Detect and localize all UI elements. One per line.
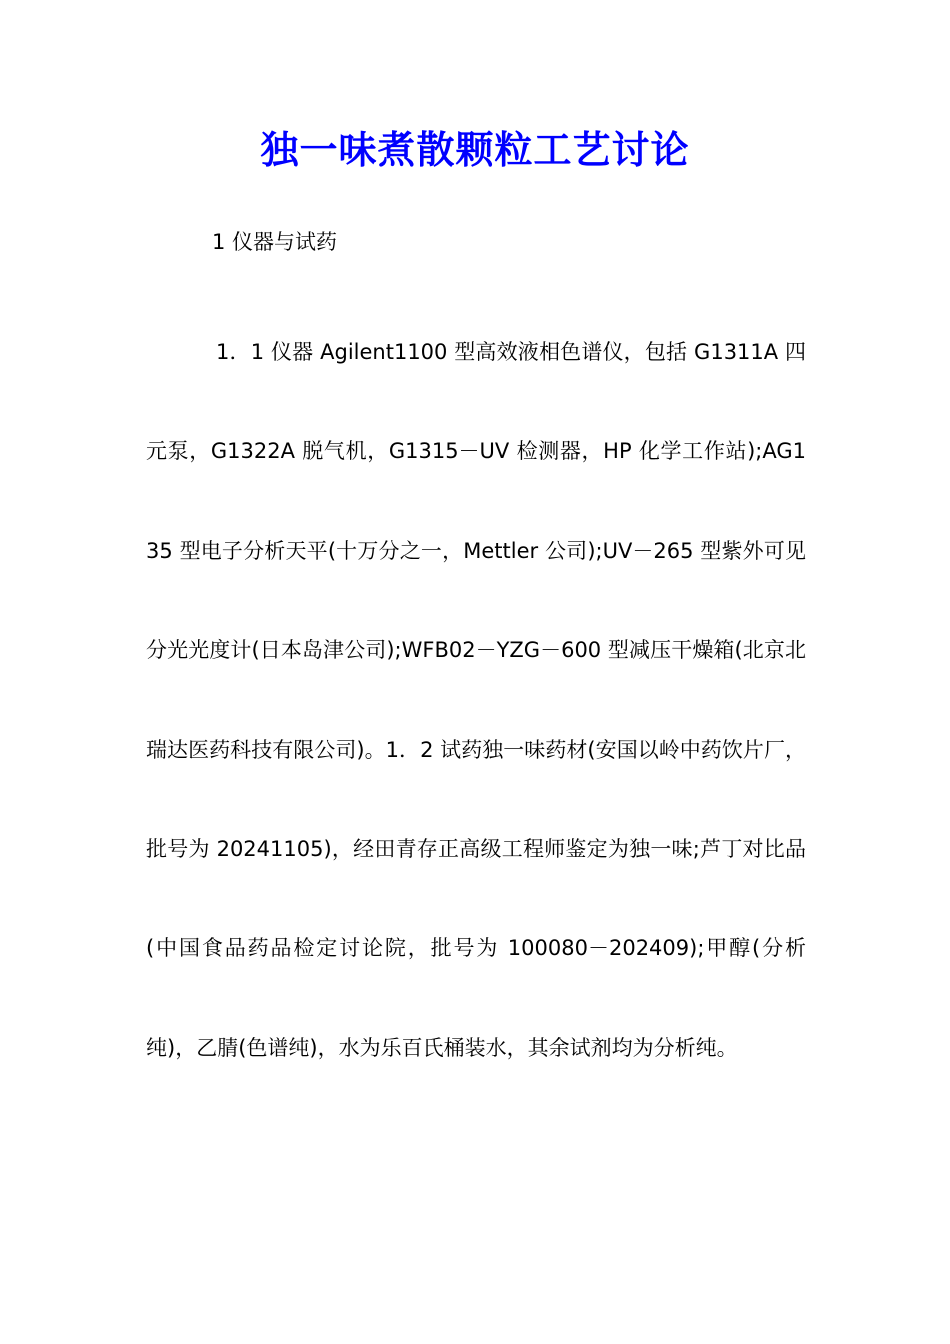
body-paragraph: 1．1 仪器 Agilent1100 型高效液相色谱仪，包括 G1311A 四元泵，G1322A 脱气机，G1315－UV 检测器，HP 化学工作站);AG135 型电子分析天平(十万分之一，Mettler 公司);UV－265 型紫外可见分光光度计(日本岛津公司);WFB02－YZG－600 型减压干燥箱(北京北瑞达医药科技有限公司)。1．2 试药独一味药材(安国以岭中药饮片厂，批号为 20241105)，经田青存正高级工程师鉴定为独一味;芦丁对比品(中国食品药品检定讨论院，批号为 100080－202409);甲醇(分析纯)，乙腈(色谱纯)，水为乐百氏桶装水，其余试剂均为分析纯。 xyxy=(146,340,806,1060)
section-heading: 1 仪器与试药 xyxy=(212,230,338,254)
document-title: 独一味煮散颗粒工艺讨论 xyxy=(260,127,690,172)
